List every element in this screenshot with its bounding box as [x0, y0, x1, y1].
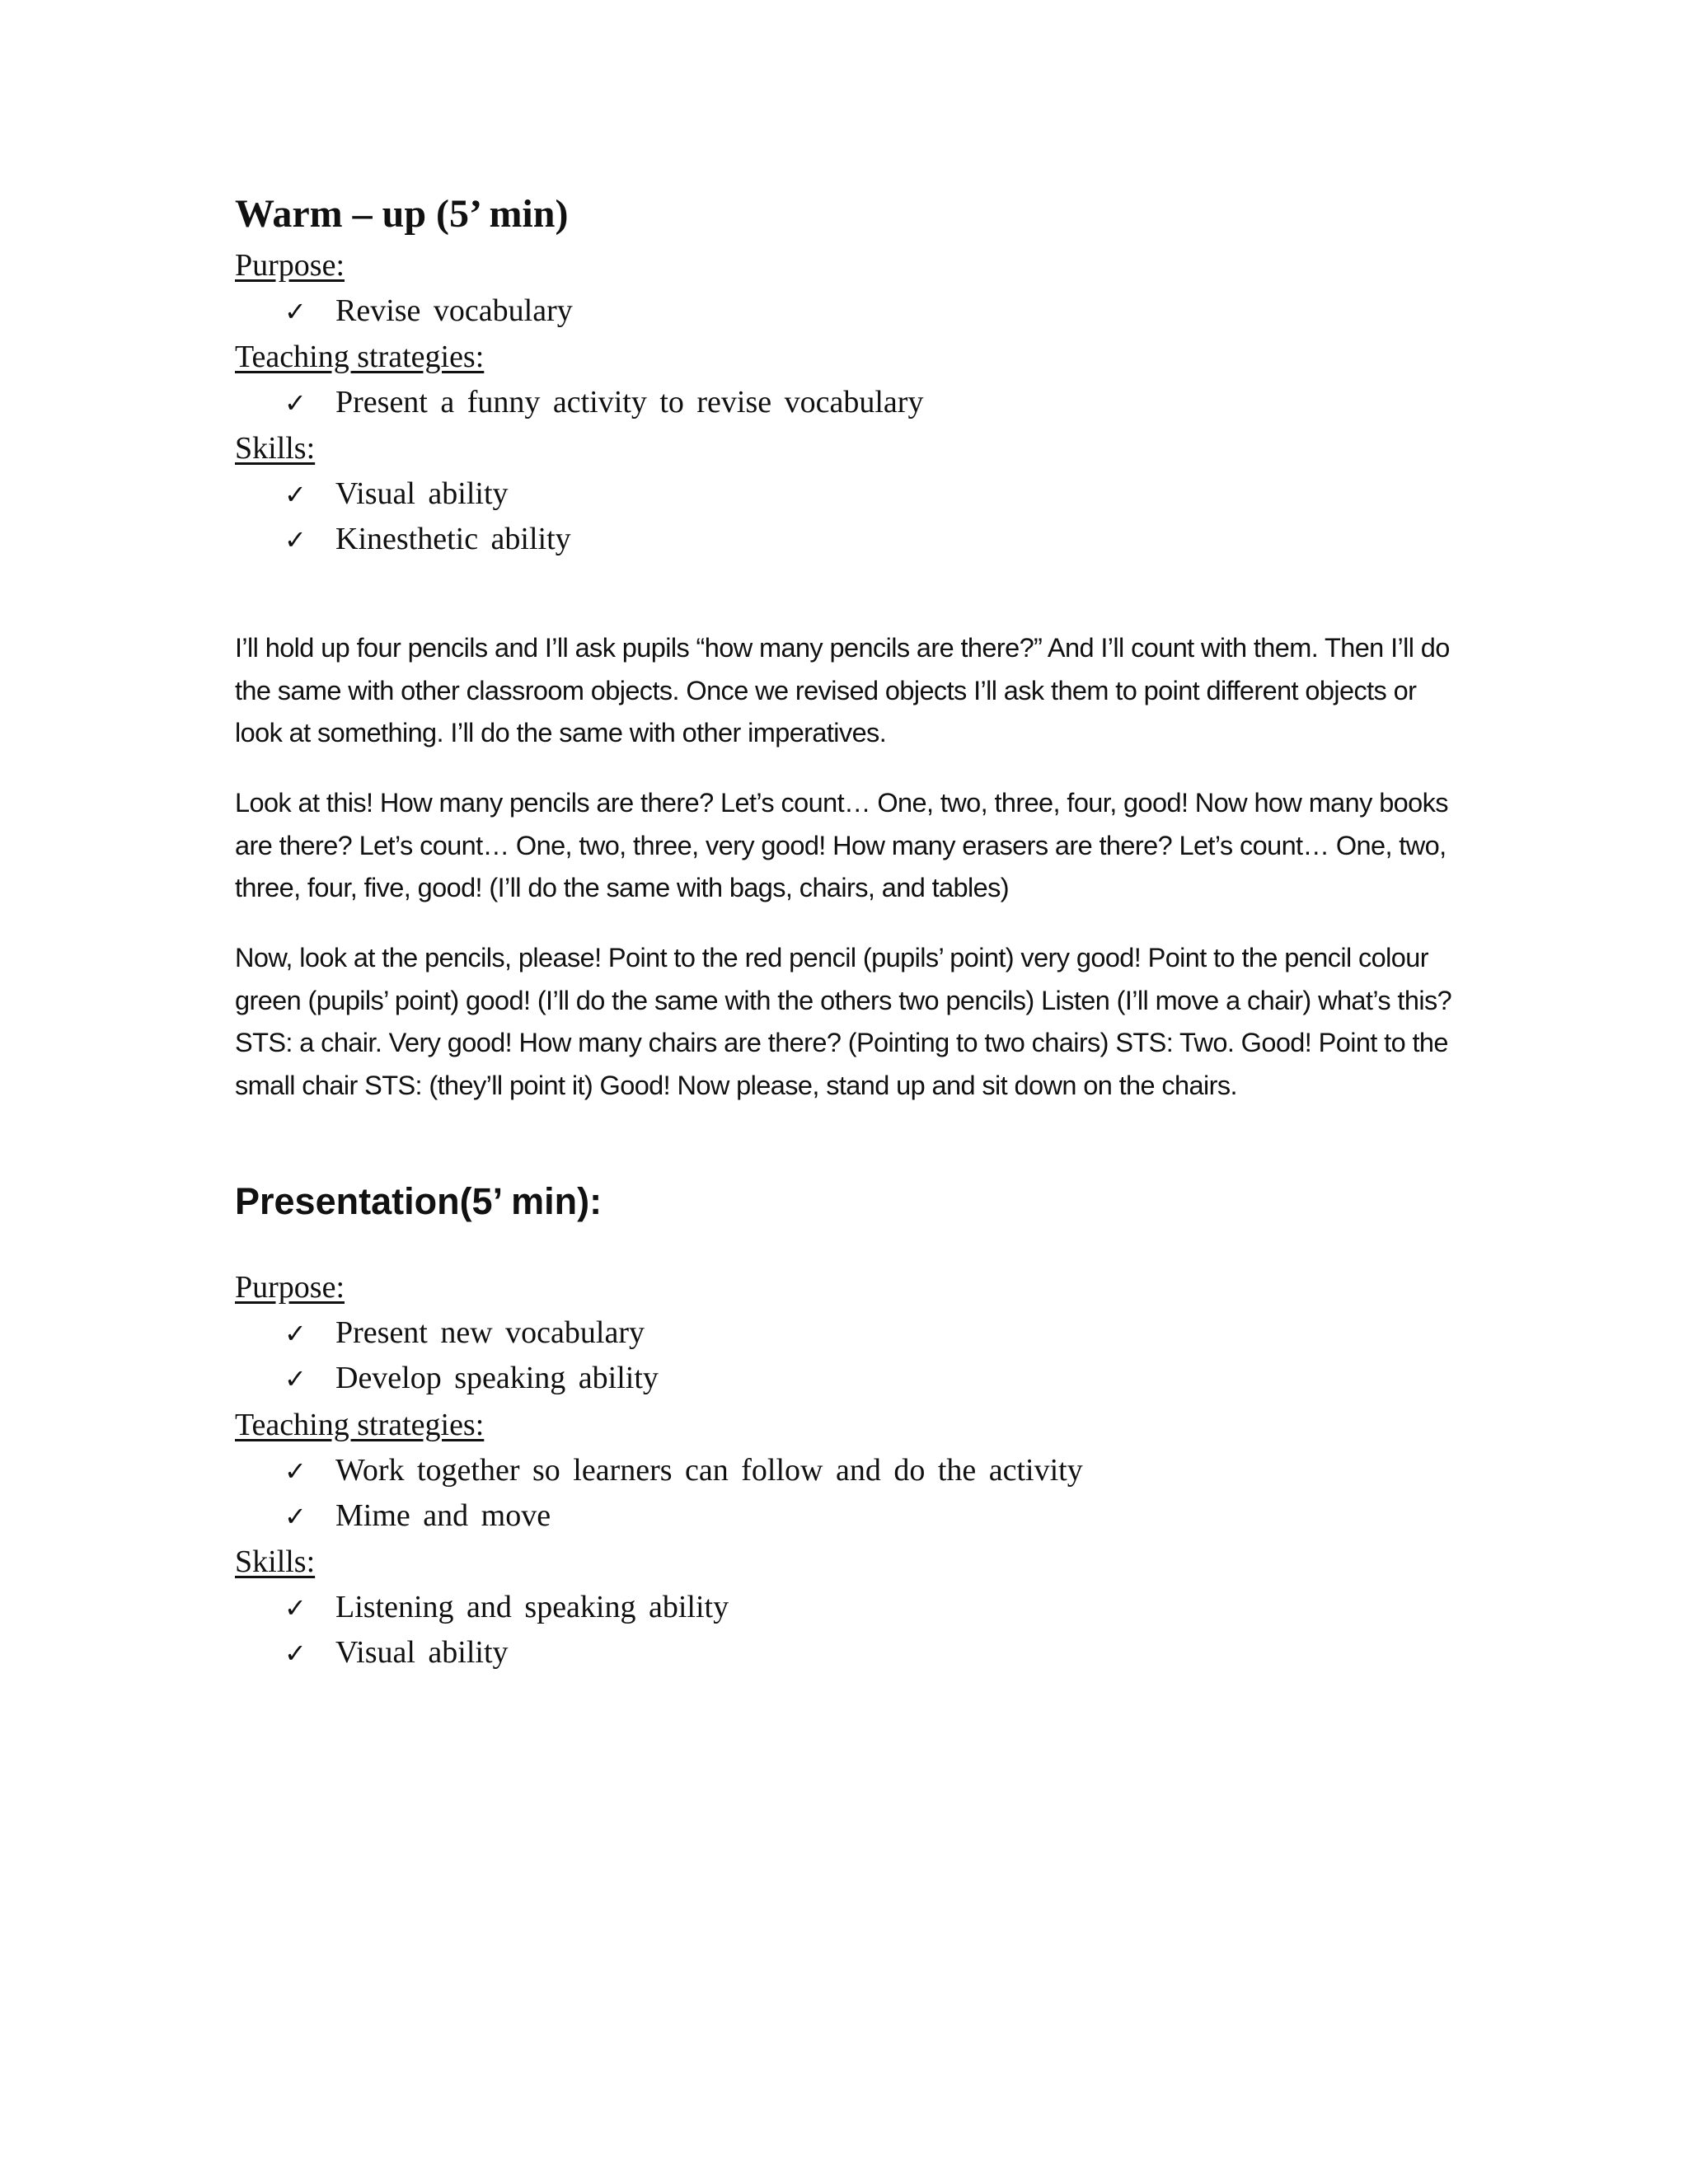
- presentation-purpose-label: Purpose:: [235, 1270, 345, 1305]
- checkmark-icon: ✓: [284, 524, 307, 555]
- presentation-purpose-item: [284, 1360, 659, 1396]
- checkmark-icon: ✓: [284, 1501, 307, 1532]
- warmup-strategies-item: [284, 384, 923, 420]
- checkmark-icon: ✓: [284, 1638, 307, 1669]
- presentation-strategies-item: [284, 1497, 551, 1534]
- presentation-skills-item: [284, 1634, 509, 1671]
- warmup-heading: Warm – up (5’ min): [235, 192, 569, 236]
- warmup-strategies-label: Teaching strategies:: [235, 340, 485, 374]
- warmup-paragraph: Now, look at the pencils, please! Point to the red pencil (pupils’ point) very good! Point to the pencil colour green (pupils’ point) good! (I’ll do the same with the others two pencils) Listen (I’ll move a chair) what’s this? STS: a chair. Very good! How many chairs are there? (Pointing to two chairs) STS: Two. Good! Point to the small chair STS: (they’ll point it) Good! Now please, stand up and sit down on the chairs.: [235, 943, 1452, 1100]
- presentation-purpose-item: [284, 1315, 645, 1351]
- presentation-skills-item: [284, 1589, 729, 1625]
- list-item-text: Visual ability: [335, 1635, 509, 1670]
- checkmark-icon: ✓: [284, 387, 307, 419]
- checkmark-icon: ✓: [284, 1363, 307, 1394]
- presentation-heading: Presentation(5’ min):: [235, 1180, 603, 1222]
- warmup-skills-item: [284, 521, 571, 557]
- warmup-skills-item: [284, 476, 509, 512]
- list-item-text: Listening and speaking ability: [335, 1590, 729, 1624]
- warmup-purpose-item: [284, 293, 573, 329]
- presentation-strategies-label: Teaching strategies:: [235, 1408, 485, 1442]
- list-item-text: Mime and move: [335, 1498, 551, 1533]
- checkmark-icon: ✓: [284, 296, 307, 327]
- list-item-text: Present new vocabulary: [335, 1315, 645, 1350]
- presentation-skills-label: Skills:: [235, 1544, 316, 1579]
- list-item-text: Visual ability: [335, 476, 509, 511]
- checkmark-icon: ✓: [284, 1592, 307, 1624]
- warmup-purpose-label: Purpose:: [235, 248, 345, 283]
- list-item-text: Present a funny activity to revise vocabulary: [335, 385, 924, 419]
- checkmark-icon: ✓: [284, 1455, 307, 1487]
- warmup-paragraph: Look at this! How many pencils are there? Let’s count… One, two, three, four, good! Now how many books are there? Let’s count… One, two, three, very good! How many erasers are there? Let’s count… One, two, three, four, five, good! (I’ll do the same with bags, chairs, and tables): [235, 788, 1448, 902]
- presentation-strategies-item: [284, 1452, 1083, 1488]
- list-item-text: Kinesthetic ability: [335, 522, 571, 556]
- list-item-text: Work together so learners can follow and do the activity: [335, 1453, 1083, 1488]
- warmup-skills-label: Skills:: [235, 431, 316, 466]
- warmup-paragraph: I’ll hold up four pencils and I’ll ask pupils “how many pencils are there?” And I’ll count with them. Then I’ll do the same with other classroom objects. Once we revised objects I’ll ask them to point different objects or look at something. I’ll do the same with other imperatives.: [235, 633, 1450, 748]
- checkmark-icon: ✓: [284, 479, 307, 510]
- list-item-text: Develop speaking ability: [335, 1361, 659, 1395]
- checkmark-icon: ✓: [284, 1318, 307, 1349]
- list-item-text: Revise vocabulary: [335, 293, 573, 328]
